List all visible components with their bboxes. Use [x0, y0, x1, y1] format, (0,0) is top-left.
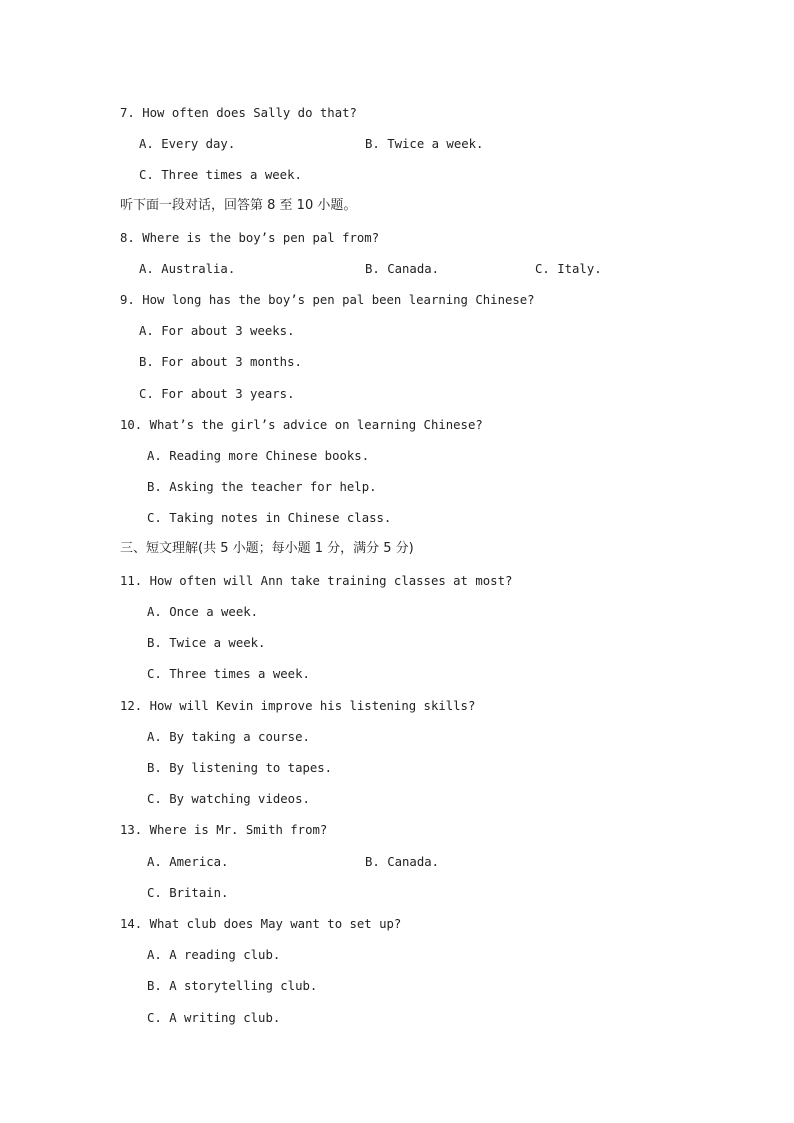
option-c: C. Taking notes in Chinese class.: [147, 511, 392, 525]
option-b: B. Canada.: [365, 855, 440, 869]
section-heading-3: 三、短文理解(共 5 小题；每小题 1 分，满分 5 分): [120, 541, 414, 556]
question-stem: 7. How often does Sally do that?: [120, 106, 357, 120]
question-stem: 11. How often will Ann take training classes at most?: [120, 574, 513, 588]
option-b: B. A storytelling club.: [147, 979, 318, 993]
option-c: C. For about 3 years.: [139, 387, 295, 401]
option-c: C. Three times a week.: [147, 667, 310, 681]
option-a: A. Every day.: [139, 137, 236, 151]
option-b: B. Twice a week.: [147, 636, 266, 650]
option-b: B. Twice a week.: [365, 137, 484, 151]
option-b: B. For about 3 months.: [139, 355, 302, 369]
option-c: C. Three times a week.: [139, 168, 302, 182]
option-b: B. By listening to tapes.: [147, 761, 333, 775]
option-c: C. A writing club.: [147, 1011, 281, 1025]
option-c: C. Britain.: [147, 886, 229, 900]
option-c: C. Italy.: [535, 262, 602, 276]
option-a: A. Once a week.: [147, 605, 259, 619]
option-b: B. Asking the teacher for help.: [147, 480, 377, 494]
option-a: A. A reading club.: [147, 948, 281, 962]
option-a: A. Australia.: [139, 262, 236, 276]
option-a: A. Reading more Chinese books.: [147, 449, 370, 463]
option-a: A. For about 3 weeks.: [139, 324, 295, 338]
option-b: B. Canada.: [365, 262, 440, 276]
option-a: A. By taking a course.: [147, 730, 310, 744]
section-heading-listening: 听下面一段对话，回答第 8 至 10 小题。: [120, 198, 357, 213]
option-c: C. By watching videos.: [147, 792, 310, 806]
question-stem: 13. Where is Mr. Smith from?: [120, 823, 328, 837]
question-stem: 14. What club does May want to set up?: [120, 917, 402, 931]
question-stem: 12. How will Kevin improve his listening skills?: [120, 699, 476, 713]
option-a: A. America.: [147, 855, 229, 869]
question-stem: 8. Where is the boy’s pen pal from?: [120, 231, 380, 245]
question-stem: 10. What’s the girl’s advice on learning Chinese?: [120, 418, 483, 432]
question-stem: 9. How long has the boy’s pen pal been learning Chinese?: [120, 293, 535, 307]
